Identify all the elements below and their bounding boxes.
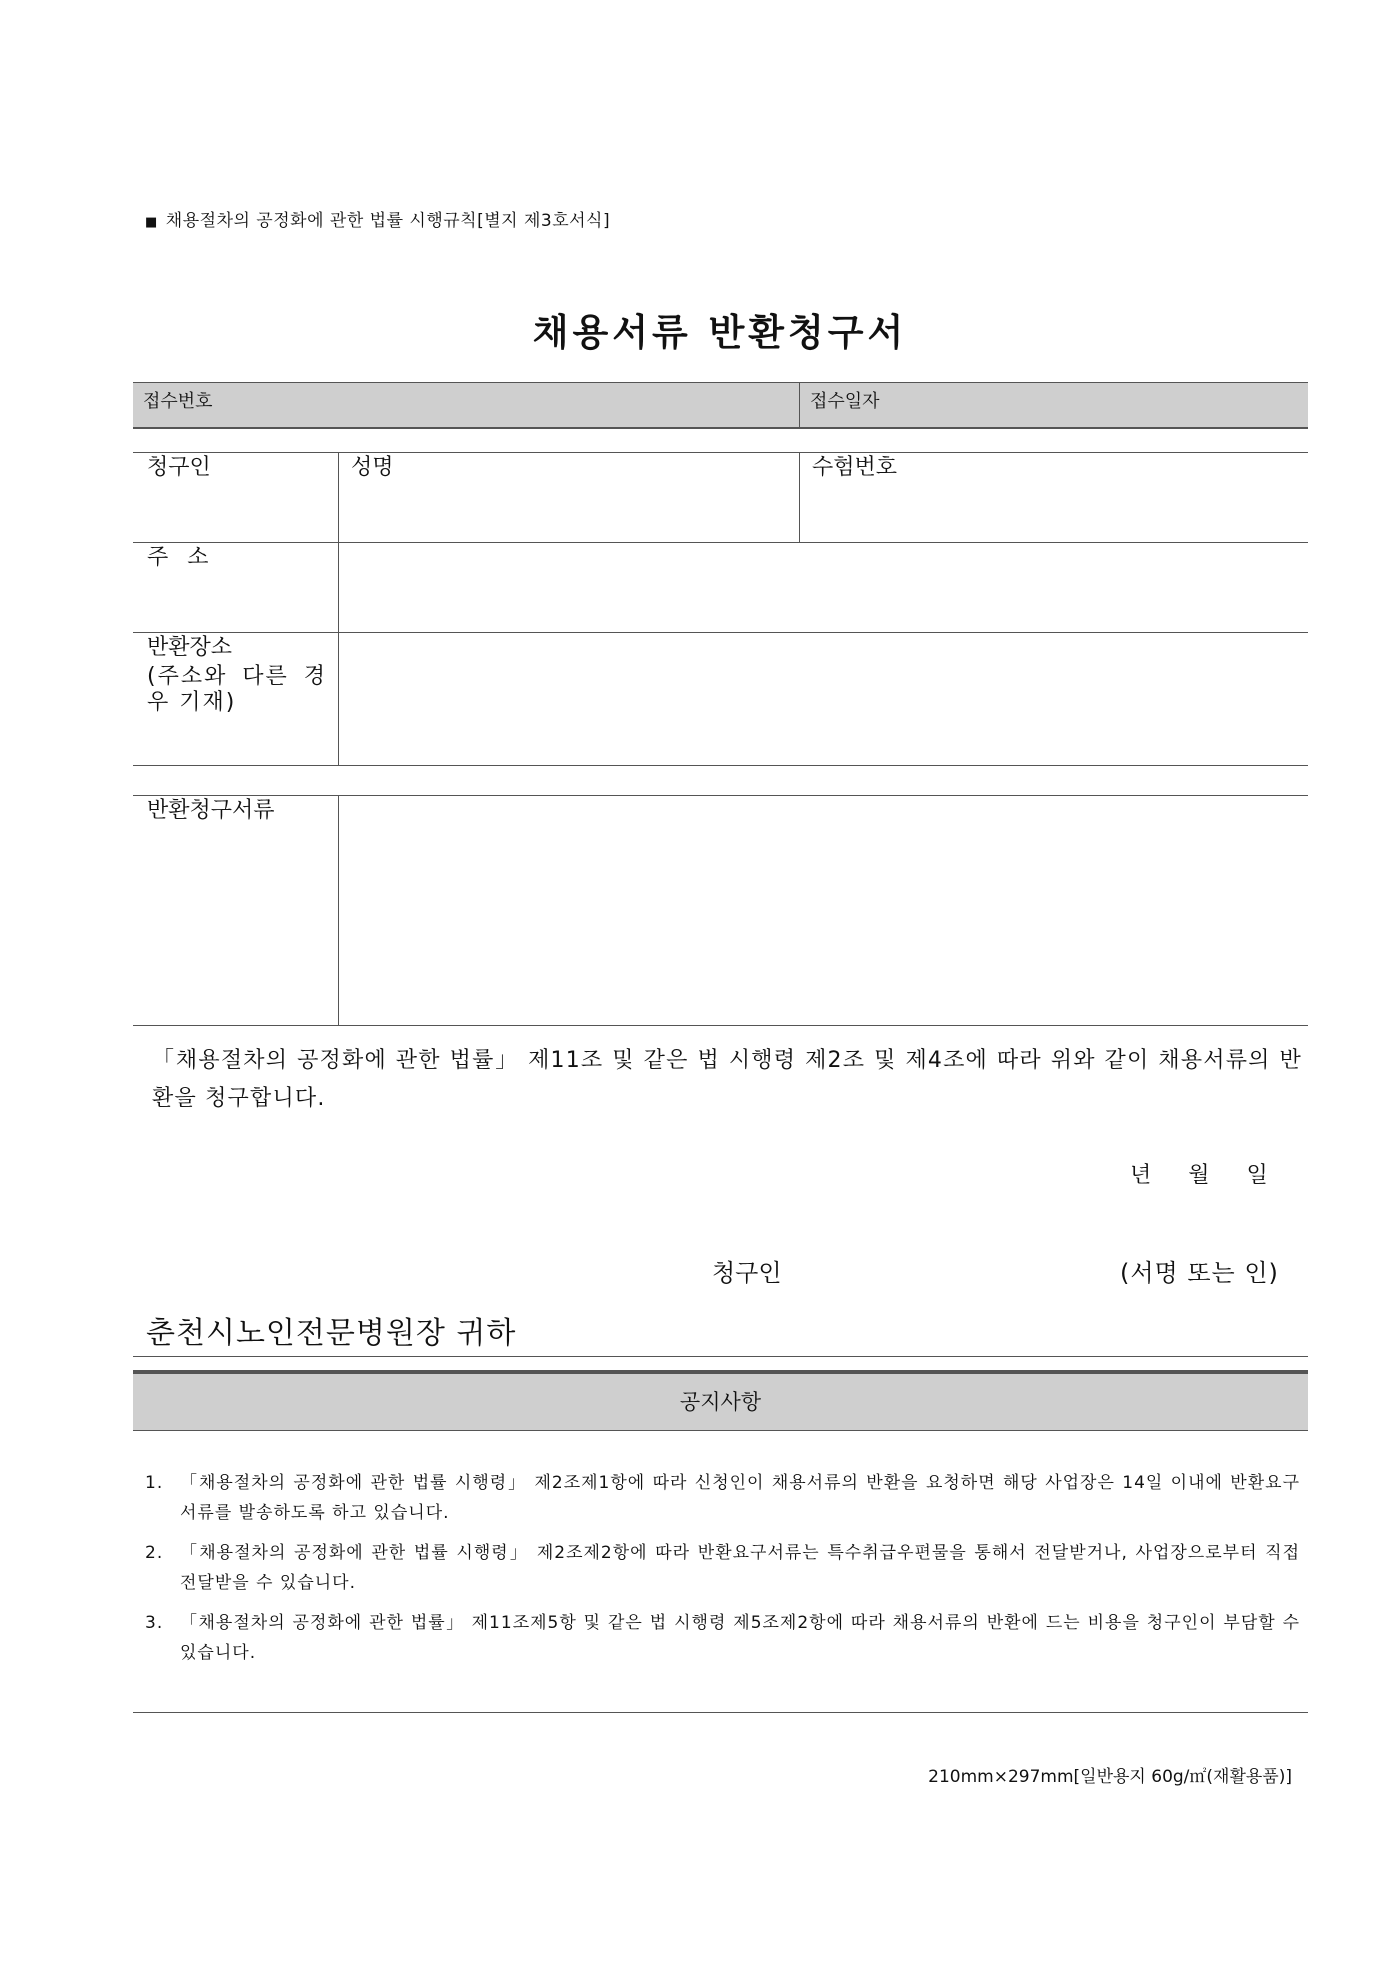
- claimant-table-bottom-border: [133, 765, 1308, 766]
- return-place-note: (주소와 다른 경우 기재): [147, 664, 327, 715]
- exam-number-label: 수험번호: [812, 455, 898, 480]
- name-input-area[interactable]: [340, 485, 798, 540]
- documents-table-top-border: [133, 795, 1308, 796]
- documents-input-area[interactable]: [340, 797, 1307, 1023]
- receipt-number-cell[interactable]: [133, 383, 800, 427]
- claimant-table-top-border: [133, 452, 1308, 453]
- notice-item-number: 1.: [145, 1473, 164, 1493]
- documents-label: 반환청구서류: [147, 798, 275, 823]
- name-label: 성명: [351, 455, 394, 480]
- signature-note: (서명 또는 인): [1120, 1259, 1279, 1287]
- signature-claimant-label: 청구인: [712, 1259, 782, 1287]
- recipient: 춘천시노인전문병원장 귀하: [146, 1316, 517, 1351]
- notice-item-text: 「채용절차의 공정화에 관한 법률」 제11조제5항 및 같은 법 시행령 제5조제2항에 따라 채용서류의 반환에 드는 비용을 청구인이 부담할 수 있습니다.: [180, 1613, 1300, 1663]
- form-legal-basis: [145, 206, 610, 231]
- notice-item: [140, 1468, 1300, 1528]
- notice-item: [140, 1608, 1300, 1668]
- notice-item-text: 「채용절차의 공정화에 관한 법률 시행령」 제2조제1항에 따라 신청인이 채용서류의 반환을 요청하면 해당 사업장은 14일 이내에 반환요구서류를 발송하도록 하고 있습니다.: [180, 1473, 1300, 1523]
- date-line: 년 월 일: [1130, 1163, 1268, 1188]
- form-title: 채용서류 반환청구서: [532, 311, 908, 354]
- notice-item-text: 「채용절차의 공정화에 관한 법률 시행령」 제2조제2항에 따라 반환요구서류는 특수취급우편물을 통해서 전달받거나, 사업장으로부터 직접 전달받을 수 있습니다.: [180, 1543, 1300, 1593]
- claimant-section-label: 청구인: [147, 455, 211, 480]
- receipt-date-label: 접수일자: [810, 391, 880, 412]
- address-label: 주 소: [147, 545, 215, 570]
- legal-basis-text: 채용절차의 공정화에 관한 법률 시행규칙[별지 제3호서식]: [165, 211, 611, 231]
- recipient-divider: [133, 1356, 1308, 1357]
- receipt-row: [133, 382, 1308, 429]
- exam-number-input-area[interactable]: [801, 485, 1307, 540]
- declaration-text: 「채용절차의 공정화에 관한 법률」 제11조 및 같은 법 시행령 제2조 및 제4조에 따라 위와 같이 채용서류의 반환을 청구합니다.: [152, 1048, 1302, 1111]
- row-divider-address-return: [133, 632, 1308, 633]
- return-place-label: 반환장소: [147, 635, 233, 660]
- notice-item: [140, 1538, 1300, 1598]
- address-input-area[interactable]: [340, 544, 1307, 630]
- receipt-date-cell[interactable]: [800, 383, 1308, 427]
- notice-item-number: 2.: [145, 1543, 164, 1563]
- name-exam-column-divider: [799, 452, 800, 542]
- documents-column-divider: [338, 795, 339, 1025]
- bullet-icon: ■: [145, 215, 158, 230]
- claimant-label-column-divider: [338, 452, 339, 765]
- documents-table-bottom-border: [133, 1025, 1308, 1026]
- paper-spec-footer: 210mm×297mm[일반용지 60g/㎡(재활용품)]: [928, 1767, 1292, 1787]
- return-place-input-area[interactable]: [340, 634, 1307, 763]
- receipt-number-label: 접수번호: [143, 391, 213, 412]
- row-divider-name-address: [133, 542, 1308, 543]
- notice-item-number: 3.: [145, 1613, 164, 1633]
- notice-header: 공지사항: [133, 1370, 1308, 1431]
- notice-bottom-border: [133, 1712, 1308, 1713]
- notice-list: [140, 1468, 1300, 1678]
